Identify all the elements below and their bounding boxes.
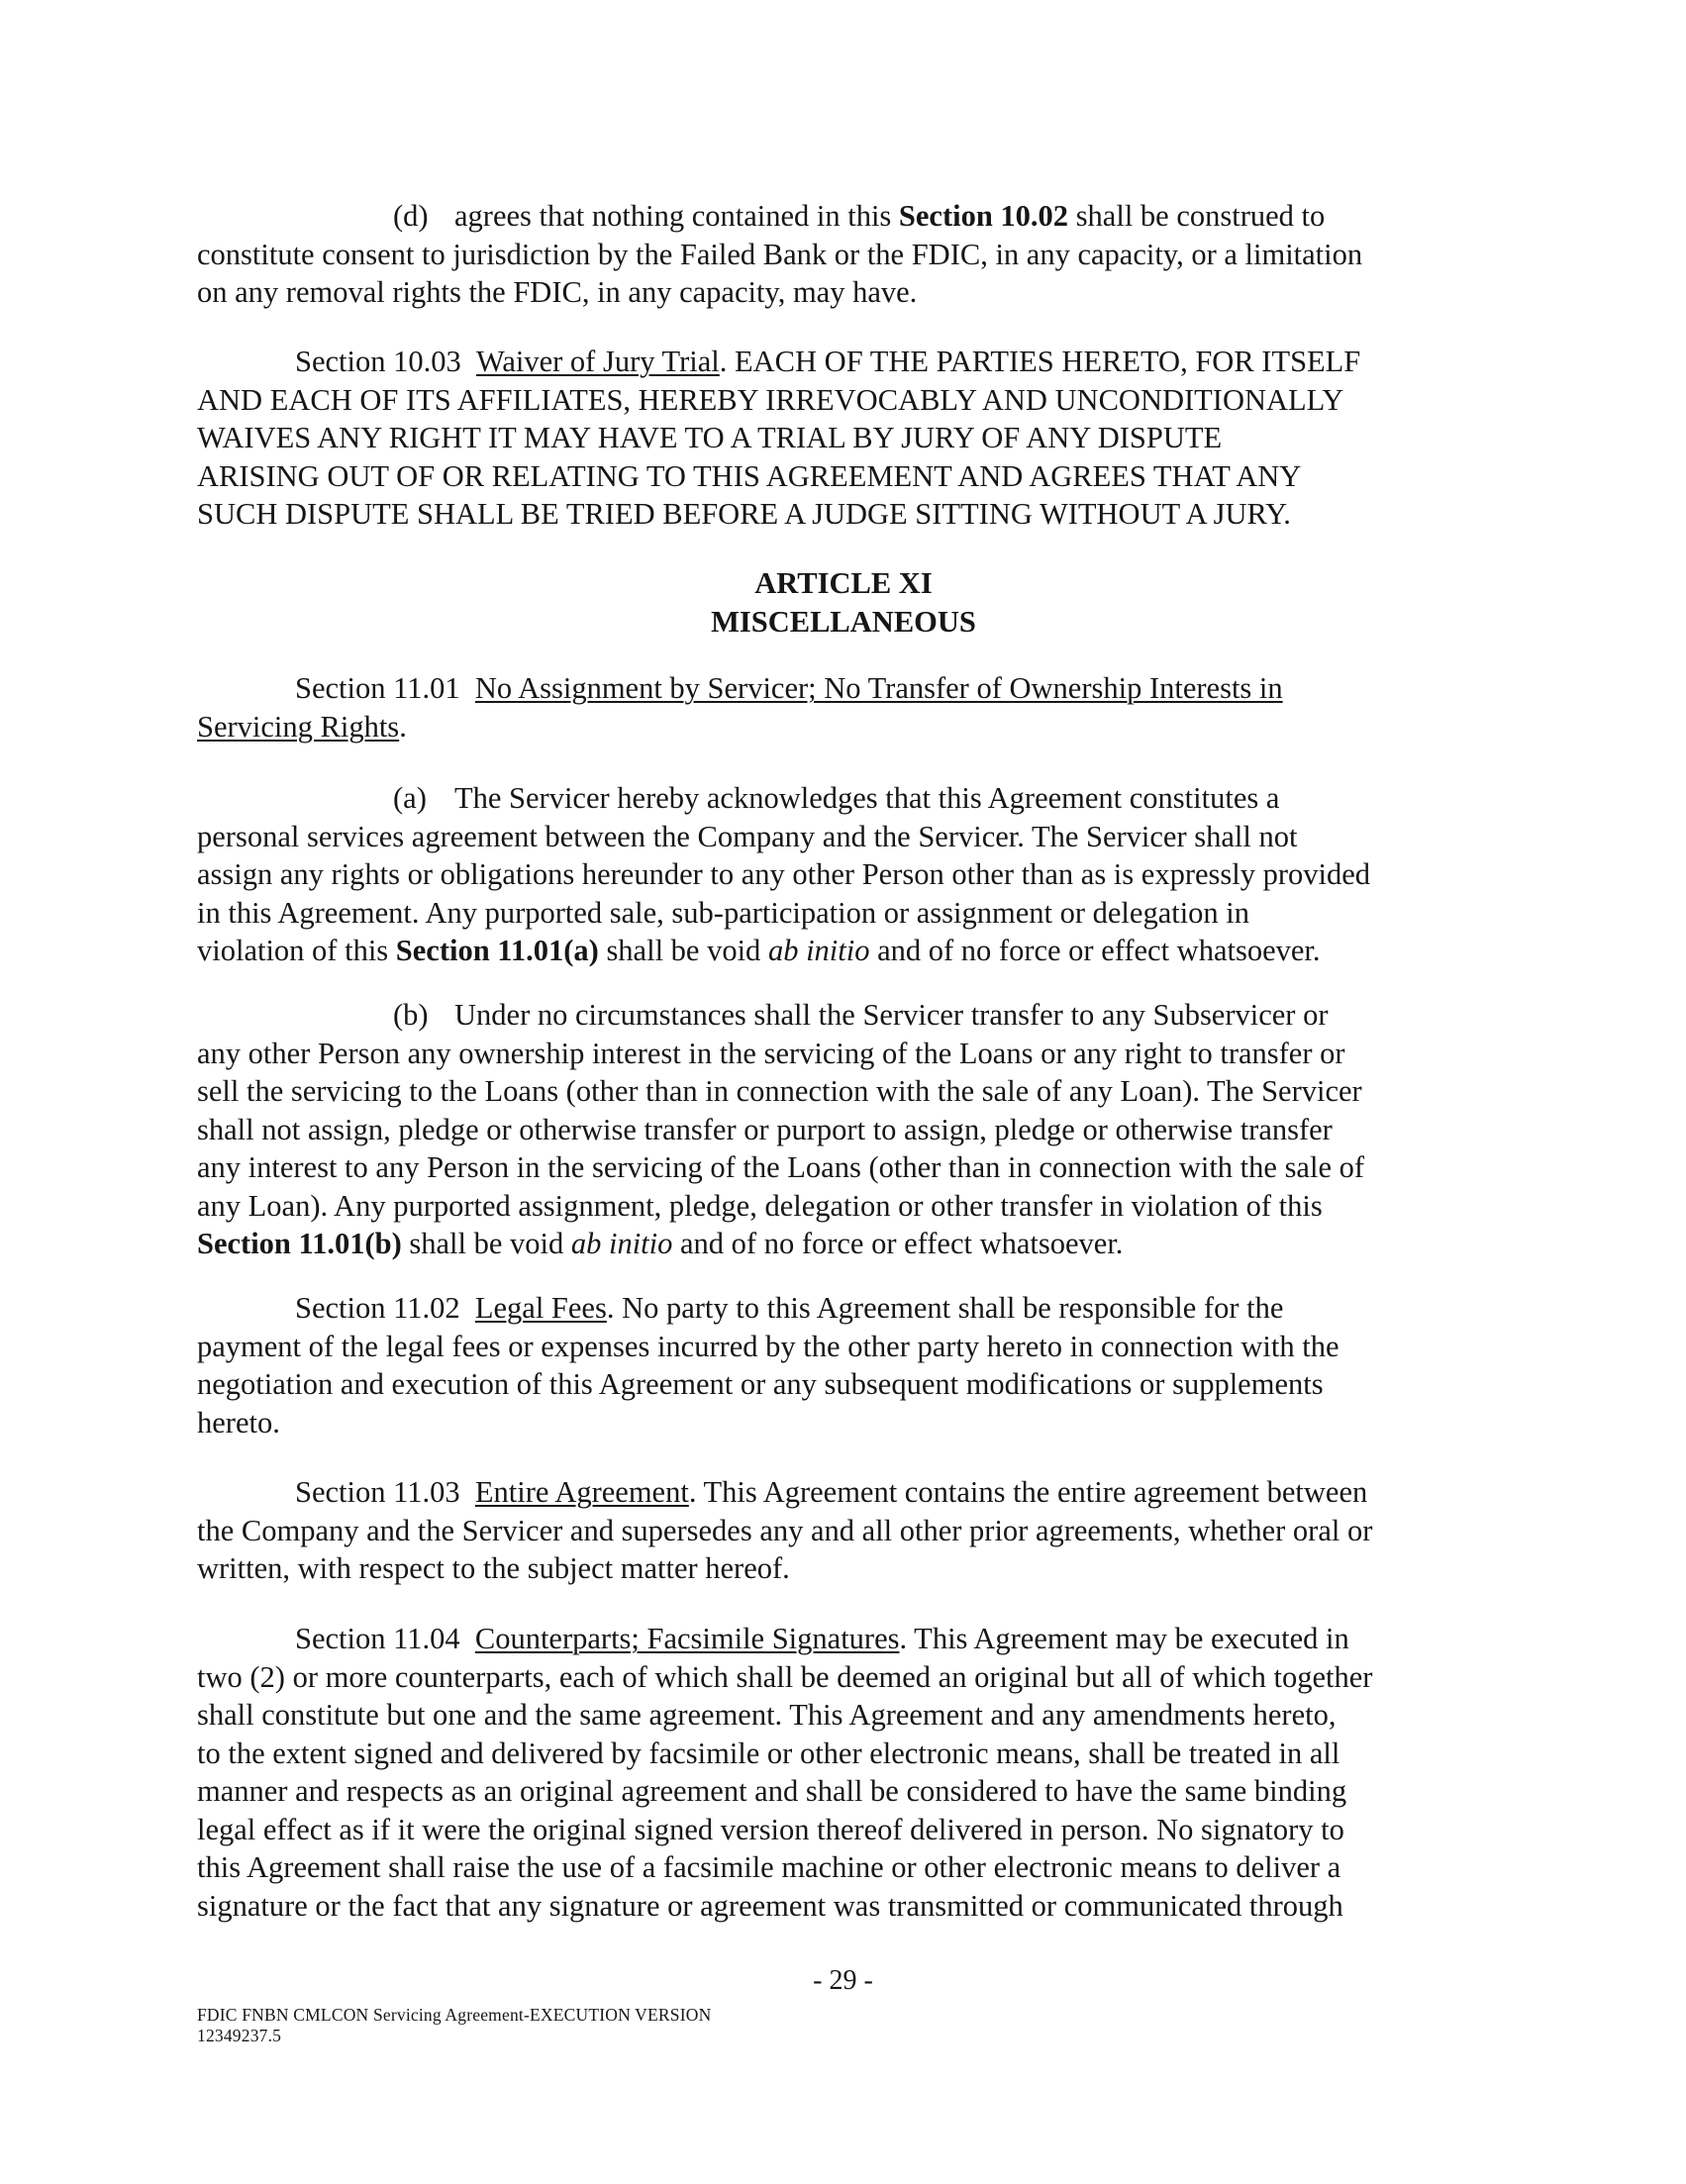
section-11-01-line-1 [197,669,1490,708]
section-11-03-line-1: Section 11.03 Entire Agreement. This Agreement contains the entire agreement between [295,1475,1368,1509]
section-11-04-line-2: two (2) or more counterparts, each of which shall be deemed an original but all of which together [197,1659,1373,1694]
section-number: Section 11.02 [295,1291,460,1325]
paragraph-b-line-3: sell the servicing to the Loans (other than in connection with the sale of any Loan). The Servicer [197,1074,1362,1108]
footer-document-id: 12349237.5 [197,2026,282,2045]
section-11-04-line-1: Section 11.04 Counterparts; Facsimile Signatures. This Agreement may be executed in [295,1622,1349,1655]
section-11-04-line-4: to the extent signed and delivered by facsimile or other electronic means, shall be treated in all [197,1736,1340,1770]
section-11-02-line-1: Section 11.02 Legal Fees. No party to this Agreement shall be responsible for the [295,1291,1284,1325]
paragraph-d-label: (d) [393,199,429,233]
article-number: ARTICLE XI [754,566,933,600]
section-number: Section 10.03 [295,345,461,378]
section-11-02 [197,1289,1490,1441]
paragraph-b-line-2: any other Person any ownership interest in the servicing of the Loans or any right to transfer or [197,1036,1345,1070]
section-reference: Section 11.01(a) [395,934,599,967]
section-11-04-line-7: this Agreement shall raise the use of a facsimile machine or other electronic means to deliver a [197,1850,1341,1884]
section-11-03-line-2: the Company and the Servicer and supersedes any and all other prior agreements, whether oral or [197,1513,1373,1547]
latin-term: ab initio [767,934,870,967]
article-heading [197,564,1490,641]
paragraph-b [197,996,1490,1263]
document-footer [197,2005,711,2046]
section-number: Section 11.01 [295,671,460,705]
section-11-04-line-5: manner and respects as an original agreement and shall be considered to have the same binding [197,1774,1347,1808]
section-11-02-line-3: negotiation and execution of this Agreement or any subsequent modifications or supplements [197,1367,1324,1401]
section-title: Entire Agreement [474,1475,689,1509]
paragraph-b-line-7: Section 11.01(b) shall be void ab initio and of no force or effect whatsoever. [197,1227,1124,1260]
section-11-04 [197,1620,1490,1925]
section-11-03-line-3: written, with respect to the subject matter hereof. [197,1551,790,1585]
section-11-01 [197,669,1490,745]
page-number: - 29 - [813,1965,873,1996]
section-title: Legal Fees [474,1291,607,1325]
paragraph-a-line-2: personal services agreement between the Company and the Servicer. The Servicer shall not [197,819,1298,853]
paragraph-b-line-6: any Loan). Any purported assignment, pledge, delegation or other transfer in violation of this [197,1188,1323,1223]
paragraph-a [197,779,1490,970]
section-title: No Assignment by Servicer; No Transfer of Ownership Interests in [474,671,1283,705]
section-10-03-line-4: ARISING OUT OF OR RELATING TO THIS AGREEMENT AND AGREES THAT ANY [197,458,1302,493]
section-title: Waiver of Jury Trial [476,345,720,378]
section-10-03-line-5: SUCH DISPUTE SHALL BE TRIED BEFORE A JUDGE SITTING WITHOUT A JURY. [197,497,1291,531]
paragraph-b-line-4: shall not assign, pledge or otherwise transfer or purport to assign, pledge or otherwise transfer [197,1112,1333,1146]
section-10-03-line-1: Section 10.03 Waiver of Jury Trial. EACH OF THE PARTIES HERETO, FOR ITSELF [295,345,1361,378]
paragraph-d-line-1: (d) agrees that nothing contained in this Section 10.02 shall be construed to [197,197,1490,236]
paragraph-d-line-2: constitute consent to jurisdiction by the Failed Bank or the FDIC, in any capacity, or a limitation [197,237,1363,271]
paragraph-a-line-3: assign any rights or obligations hereunder to any other Person other than as is expressly provided [197,857,1371,891]
section-11-01-line-2: Servicing Rights. [197,709,407,744]
section-11-04-line-3: shall constitute but one and the same agreement. This Agreement and any amendments hereto, [197,1698,1337,1732]
section-11-02-line-4: hereto. [197,1405,280,1439]
section-11-04-line-6: legal effect as if it were the original signed version thereof delivered in person. No signatory to [197,1812,1344,1846]
section-11-02-line-2: payment of the legal fees or expenses incurred by the other party hereto in connection with the [197,1329,1339,1363]
paragraph-d-line-3: on any removal rights the FDIC, in any capacity, may have. [197,275,918,309]
section-10-03-line-3: WAIVES ANY RIGHT IT MAY HAVE TO A TRIAL BY JURY OF ANY DISPUTE [197,421,1223,454]
paragraph-b-label: (b) [393,998,429,1032]
article-title: MISCELLANEOUS [711,604,976,639]
section-title: Counterparts; Facsimile Signatures [474,1622,900,1655]
section-number: Section 11.04 [295,1622,460,1655]
section-11-03 [197,1473,1490,1588]
paragraph-a-label: (a) [393,781,427,815]
section-number: Section 11.03 [295,1475,460,1509]
section-10-03-line-2: AND EACH OF ITS AFFILIATES, HEREBY IRREVOCABLY AND UNCONDITIONALLY [197,382,1344,417]
section-title-continued: Servicing Rights [197,709,400,744]
section-reference: Section 11.01(b) [197,1227,402,1260]
paragraph-a-line-4: in this Agreement. Any purported sale, sub-participation or assignment or delegation in [197,895,1250,930]
footer-document-title: FDIC FNBN CMLCON Servicing Agreement-EXECUTION VERSION [197,2005,712,2025]
section-10-03 [197,343,1490,534]
section-reference: Section 10.02 [898,199,1069,233]
paragraph-a-line-5: violation of this Section 11.01(a) shall be void ab initio and of no force or effect whatsoever. [197,934,1321,967]
paragraph-a-line-1: (a) The Servicer hereby acknowledges that this Agreement constitutes a [197,779,1490,818]
section-11-04-line-8: signature or the fact that any signature or agreement was transmitted or communicated through [197,1888,1343,1923]
paragraph-d [197,197,1490,312]
paragraph-b-line-1: (b) Under no circumstances shall the Servicer transfer to any Subservicer or [197,996,1490,1035]
paragraph-b-line-5: any interest to any Person in the servicing of the Loans (other than in connection with the sale of [197,1150,1365,1184]
latin-term: ab initio [570,1227,673,1260]
